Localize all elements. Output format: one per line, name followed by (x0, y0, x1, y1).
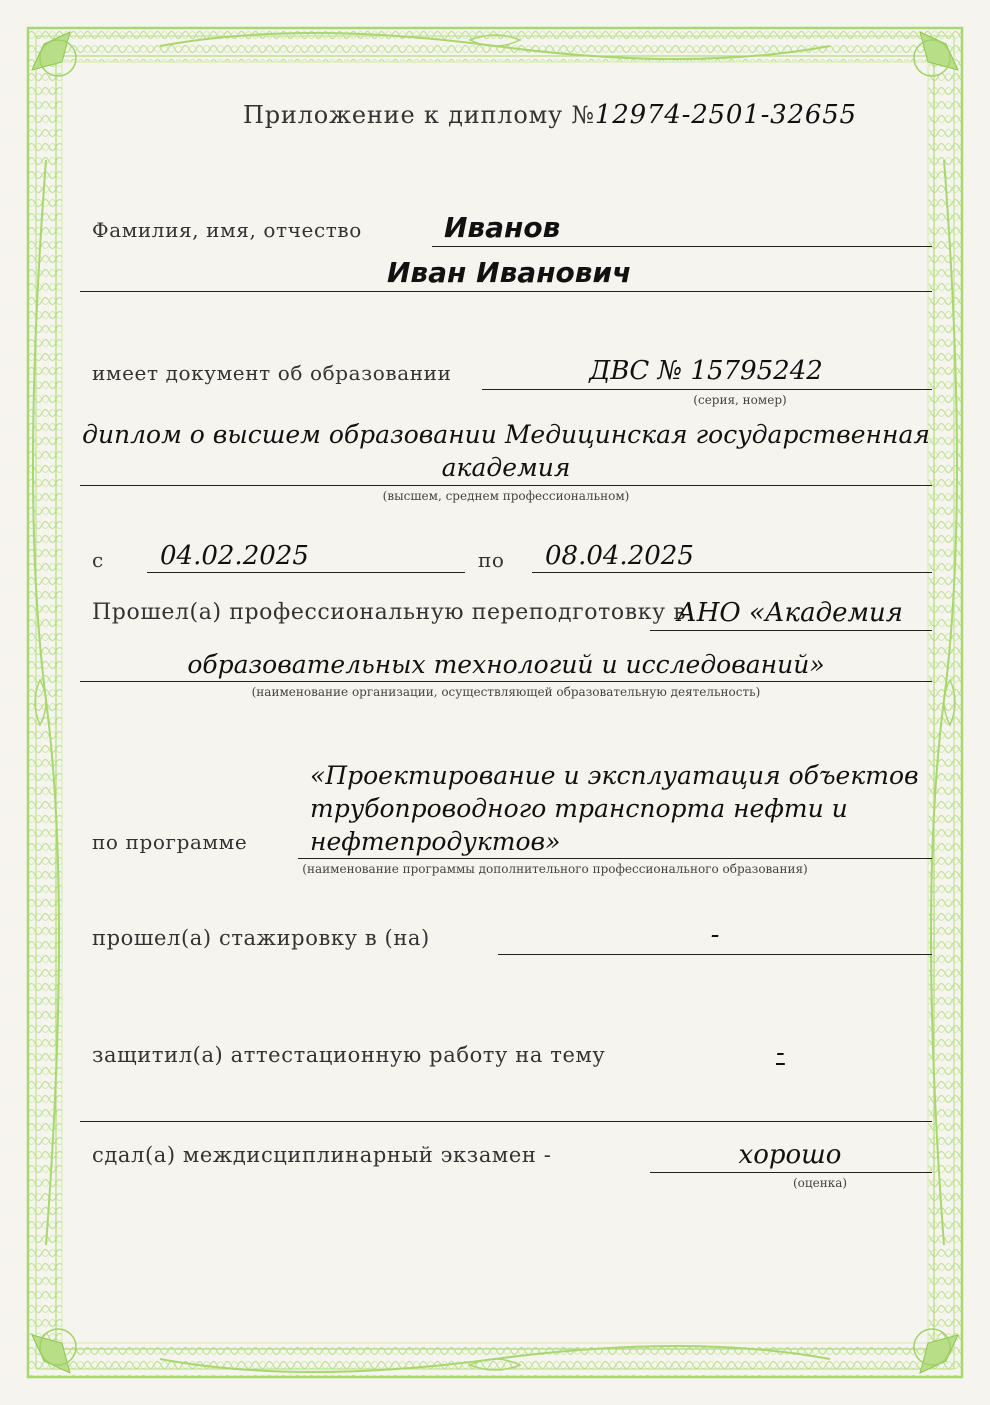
organization-line-1: АНО «Академия (677, 598, 903, 628)
organization-hint: (наименование организации, осуществляющей образовательную деятельность) (251, 685, 761, 699)
education-line-2: академия (441, 453, 571, 482)
program-label: по программе (92, 830, 248, 854)
internship-label: прошел(а) стажировку в (на) (92, 926, 430, 950)
to-label: по (478, 548, 505, 572)
internship-value: - (710, 920, 720, 950)
exam-grade-underline (650, 1172, 932, 1173)
program-underline (298, 858, 932, 859)
program-line-3: нефтепродуктов» (310, 827, 561, 856)
document-hint: (серия, номер) (693, 393, 787, 407)
diploma-number: 12974-2501-32655 (594, 100, 857, 130)
program-hint: (наименование программы дополнительного профессионального образования) (302, 862, 808, 876)
attestation-label: защитил(а) аттестационную работу на тему (92, 1043, 606, 1067)
from-label: с (92, 548, 104, 572)
title-prefix: Приложение к диплому № (243, 101, 595, 129)
document-number-value: ДВС № 15795242 (589, 356, 823, 386)
attestation-underline (80, 1121, 932, 1122)
internship-underline (498, 954, 932, 955)
education-line-1: диплом о высшем образовании Медицинская государственная (82, 420, 930, 449)
to-date-value: 08.04.2025 (545, 541, 694, 571)
retraining-label: Прошел(а) профессиональную переподготовку в (92, 600, 687, 625)
fio-label: Фамилия, имя, отчество (92, 218, 362, 242)
surname-underline (432, 246, 932, 247)
organization-line-2: образовательных технологий и исследований» (187, 650, 825, 679)
exam-label: сдал(а) междисциплинарный экзамен - (92, 1143, 552, 1167)
education-underline (80, 485, 932, 486)
organization-underline-1 (650, 630, 932, 631)
document-label: имеет документ об образовании (92, 361, 452, 385)
organization-underline-2 (80, 681, 932, 682)
name-patronymic-value: Иван Иванович (387, 256, 632, 289)
from-date-underline (147, 572, 465, 573)
program-line-2: трубопроводного транспорта нефти и (310, 794, 848, 823)
document-underline (482, 389, 932, 390)
attestation-value: - (776, 1038, 785, 1068)
to-date-underline (532, 572, 932, 573)
education-hint: (высшем, среднем профессиональном) (382, 489, 630, 503)
exam-grade-hint: (оценка) (792, 1176, 848, 1190)
from-date-value: 04.02.2025 (160, 541, 309, 571)
exam-grade-value: хорошо (738, 1140, 842, 1170)
name-underline (80, 291, 932, 292)
surname-value: Иванов (444, 211, 561, 244)
program-line-1: «Проектирование и эксплуатация объектов (310, 761, 919, 790)
page-title (243, 100, 857, 130)
